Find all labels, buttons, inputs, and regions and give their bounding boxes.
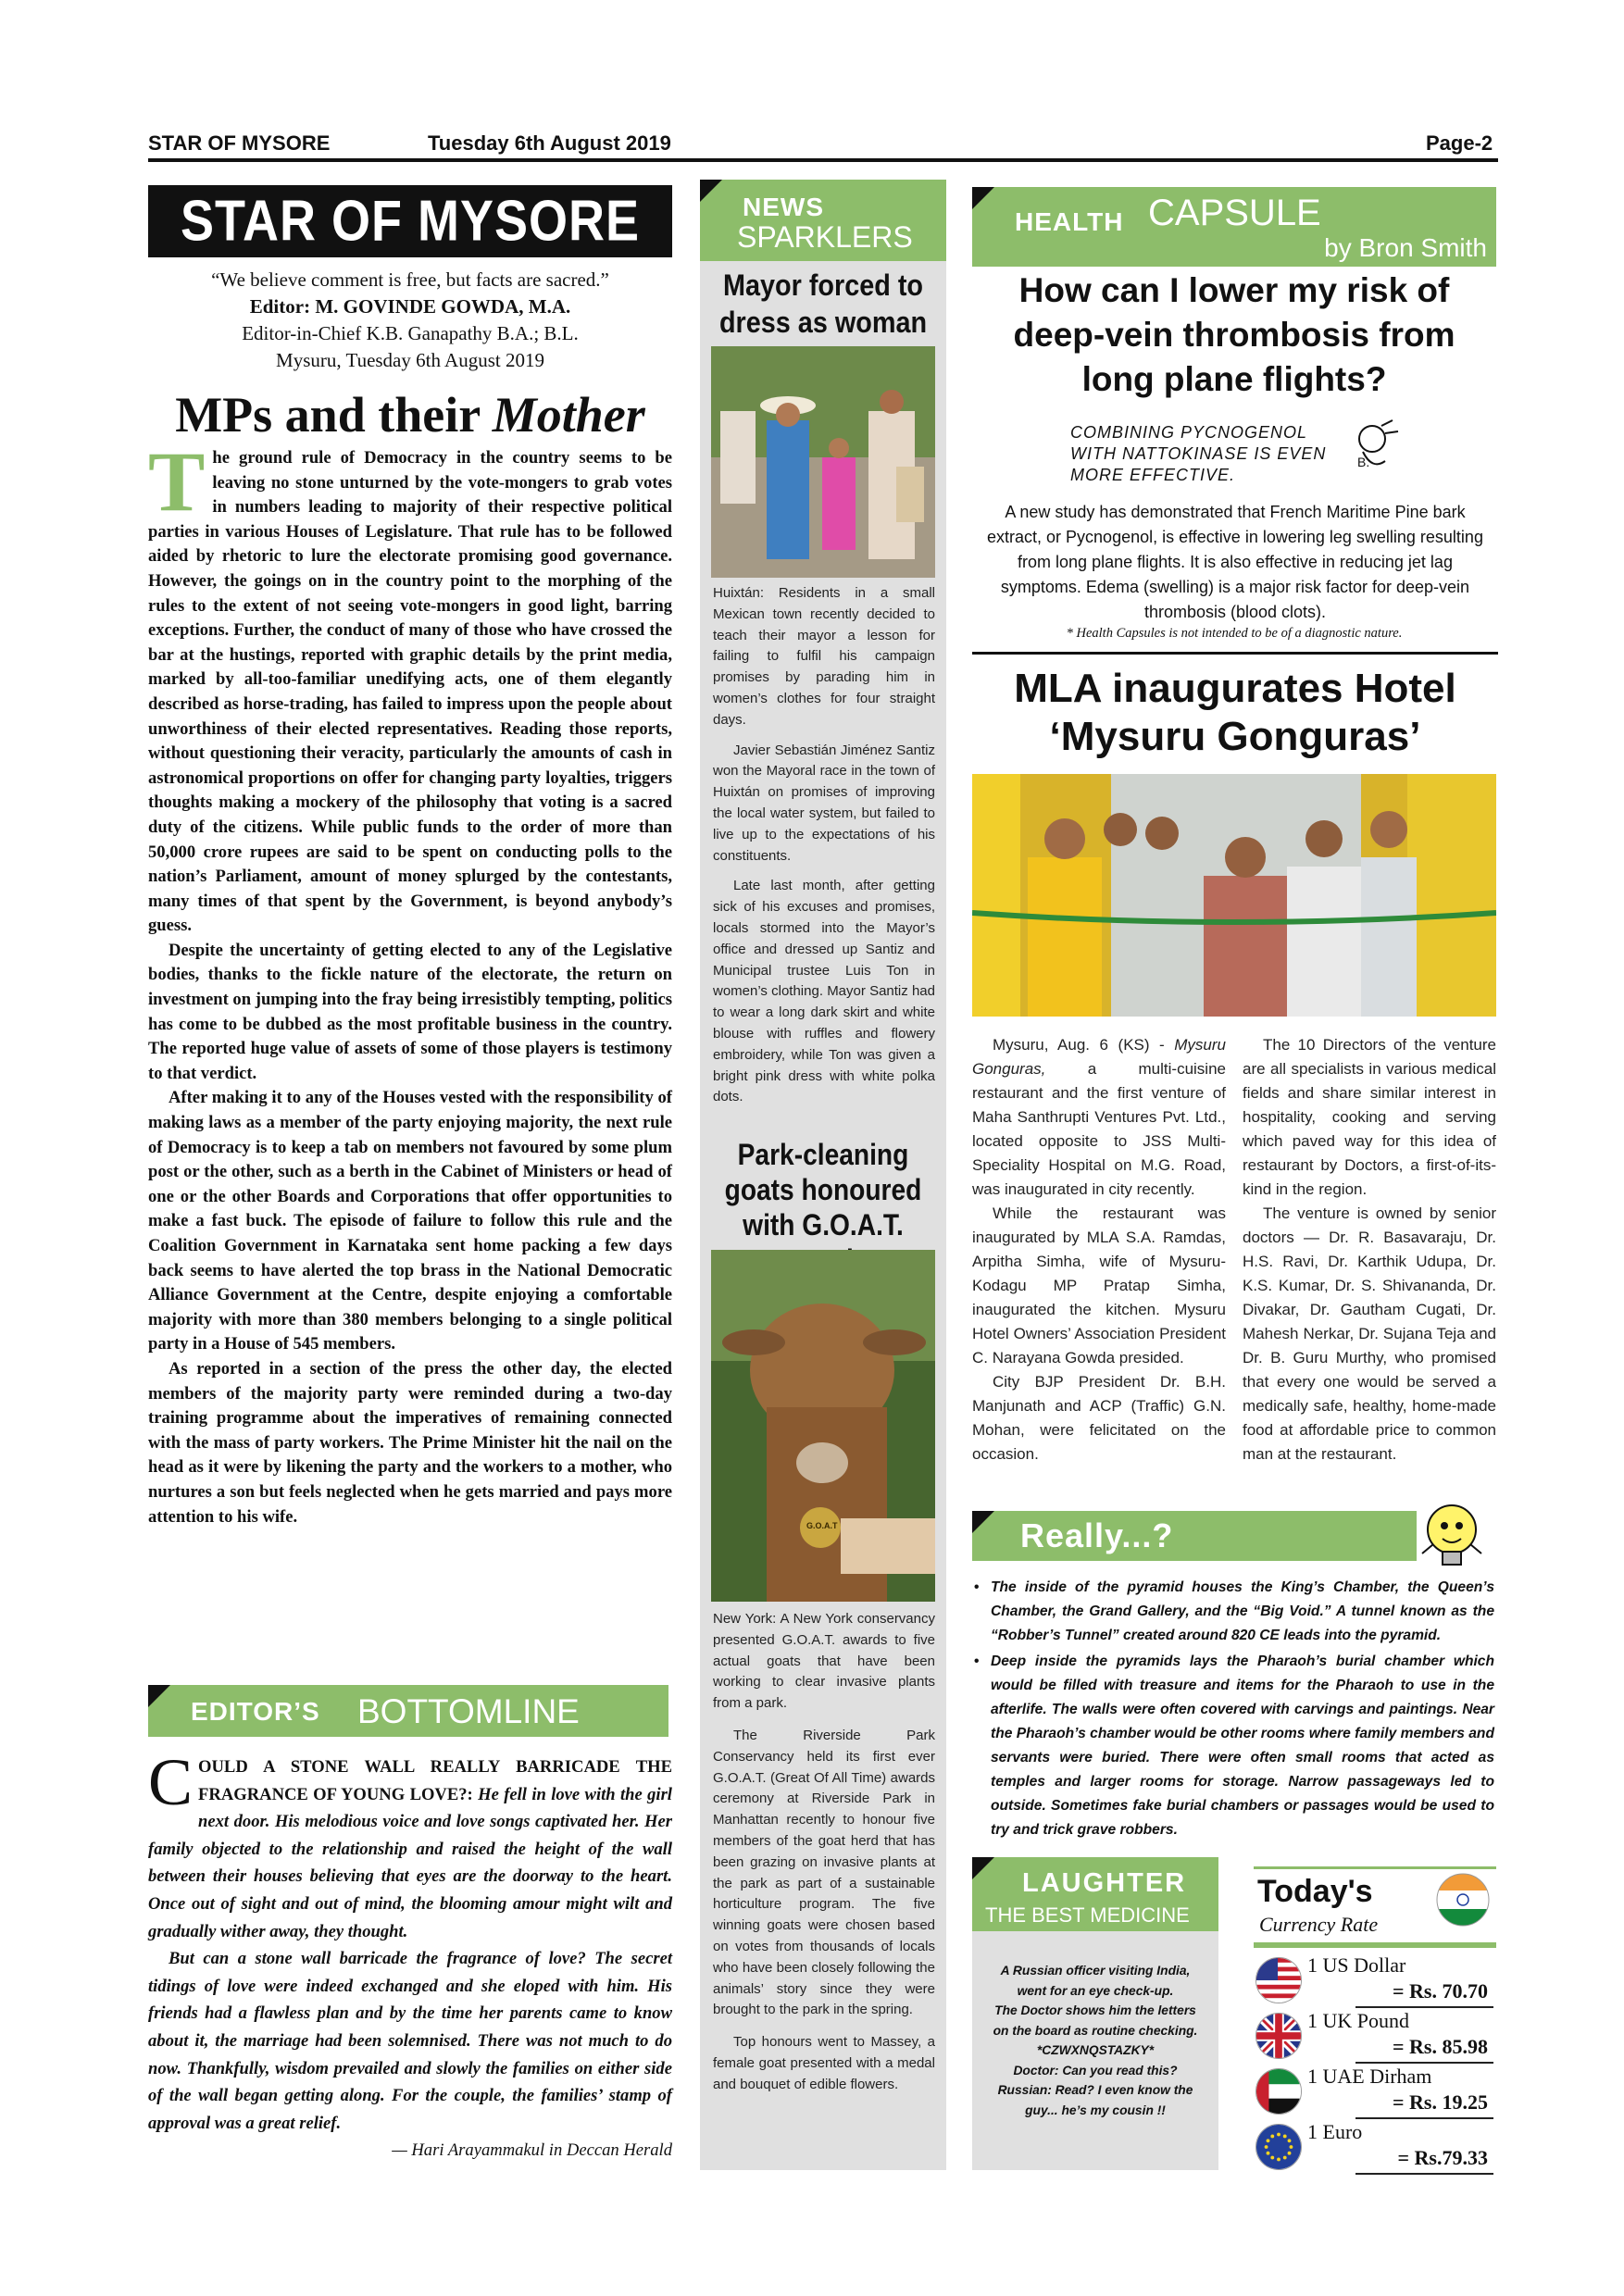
lightbulb-mascot-icon: [1415, 1498, 1489, 1576]
hotel-paragraph: The venture is owned by senior doctors — Dr. R. Basavaraju, Dr. H.S. Ravi, Dr. Karthik Udupa, Dr. K.S. Kumar, Dr. S. Shivananda, Dr. Divakar, Dr. Gautham Cugati, Dr. Mahesh Nerkar, Dr. Sujana Teja and Dr. B. Guru Murthy, who promised that every one would be served a medically safe, healthy, home-made food at affordable price to common man at the restaurant.: [1243, 1204, 1496, 1463]
really-item: [974, 1576, 1494, 1648]
health-body: A new study has demonstrated that French Maritime Pine bark extract, or Pycnogenol, is effective in lowering leg swelling resulting from long plane flights. It is also effective in reducing jet lag symptoms. Edema (swelling) is a major risk factor for deep-vein thrombosis (blood clots).: [987, 503, 1483, 621]
news-paragraph: Top honours went to Massey, a female goat presented with a medal and bouquet of edible flowers.: [713, 2034, 935, 2092]
hotel-col-2: [1243, 1033, 1496, 1466]
rates-title: Today's: [1257, 1874, 1373, 1909]
hotel-paragraph: The 10 Directors of the venture are all specialists in various medical fields and share similar interest in hospitality, cooking and serving which paved way for this idea of restaurant by Doctors, a first-of-its-kind in the region.: [1243, 1036, 1496, 1198]
editorial-body: [148, 434, 672, 1529]
editorial-paragraph: [148, 434, 672, 939]
health-handwriting: COMBINING PYCNOGENOL WITH NATTOKINASE IS EVEN MORE EFFECTIVE.: [1070, 423, 1327, 484]
rate-row-aed: [1254, 2063, 1493, 2116]
joke-line: guy... he’s my cousin !!: [1025, 2103, 1166, 2117]
news-story-1: [713, 583, 935, 1108]
bottomline-banner: [148, 1685, 668, 1737]
masthead-dateline: Mysuru, Tuesday 6th August 2019: [276, 349, 544, 371]
bottomline-banner-corner: [148, 1685, 170, 1707]
rates-subtitle: Currency Rate: [1259, 1913, 1379, 1936]
health-cartoon-icon: [1344, 415, 1404, 474]
news-label: [700, 180, 946, 261]
rates-box: [1254, 1866, 1496, 2172]
goat-photo-art: [711, 1250, 935, 1602]
masthead-logo-box: [148, 185, 672, 257]
us-flag-icon: [1255, 1957, 1302, 2003]
joke-line: *CZWXNQSTAZKY*: [1036, 2043, 1155, 2057]
hotel-paragraph: [972, 1033, 1226, 1202]
really-item: [974, 1650, 1494, 1842]
health-banner: [972, 187, 1496, 267]
laughter-label-bottom: THE BEST MEDICINE: [985, 1903, 1190, 1927]
rate-label: 1 US Dollar: [1307, 1953, 1406, 1977]
masthead-editor: Editor: M. GOVINDE GOWDA, M.A.: [249, 295, 571, 318]
editorial-title: [148, 387, 672, 443]
uk-flag-icon: [1255, 2013, 1302, 2059]
bottomline-paragraph: But can a stone wall barricade the fragrance of love? The secret tidings of love were indeed exchanged and she eloped with him. His friends had a flawless plan and by the time her parents came to know about it, the marriage had been solemnised. There was not much to do now. Thankfully, wisdom prevailed and slowly the families on either side of the wall began getting along. For the couple, the families’ stamp of approval was a great relief.: [148, 1949, 672, 2133]
masthead-info: [148, 267, 672, 374]
masthead-chief: Editor-in-Chief K.B. Ganapathy B.A.; B.L.: [242, 322, 579, 344]
health-banner-corner: [972, 187, 994, 209]
really-item-text: Deep inside the pyramids lays the Pharaoh’s burial chamber which would be filled with treasure and items for the Pharaoh to use in the afterlife. The walls were often covered with carvings and paintings. Near the Pharaoh’s chamber would be other rooms where family members and servants were buried. There were often small rooms that acted as temples and larger rooms for storage. Narrow passageways led to outside. Sometimes fake burial chambers or passages would be used to try and trick grave robbers.: [991, 1653, 1494, 1838]
bottomline-credit: — Hari Arayammakul in Deccan Herald: [392, 2140, 672, 2161]
laughter-joke: [978, 1961, 1213, 2120]
rates-divider: [1254, 1942, 1496, 1948]
editorial-paragraph: As reported in a section of the press the other day, the elected members of the majority party were reminded during a two-day training programme about the imperatives of remaining connected with the mass of party workers. The Prime Minister hit the nail on the head as it were by likening the party and the workers to a mother, who nurtures a son but feels neglected when he gets married and pays more attention to his wife.: [148, 1358, 672, 1527]
bottomline-heading-light: BOTTOMLINE: [357, 1692, 580, 1730]
news-paragraph: Late last month, after getting sick of his excuses and promises, locals stormed into the Mayor’s office and dressed up Santiz and Municipal trustee Luis Ton in women’s clothing. Mayor Santiz had to wear a long dark skirt and white blouse with ruffles and flowery embroidery, while Ton was given a bright pink dress with white polka dots.: [713, 878, 935, 1105]
goat-photo: [711, 1250, 935, 1602]
editorial-paragraph: After making it to any of the Houses vested with the responsibility of making laws as a member of the party enjoying majority, the next rule of Democracy is to keep a tab on members not favoured by some plum post or the other, such as a berth in the Cabinet of Ministers or head of one or the other Boards and Corporations that offer opportunities to make a fast buck. The episode of failure to follow this rule and the Coalition Government in Karnataka sent home packing a few days back seems to have alerted the top brass in the National Democratic Alliance Government at the Centre, despite enjoying a comfortable majority with more than 380 members belonging to a single political party in a House of 545 members.: [148, 1088, 672, 1354]
really-item-text: The inside of the pyramid houses the King’s Chamber, the Queen’s Chamber, the Grand Gallery, and the “Big Void.” A tunnel known as the “Robber’s Tunnel” created around 820 CE leads into the pyramid.: [991, 1579, 1494, 1643]
health-label-bold: HEALTH: [1015, 207, 1124, 236]
header-paper-name: STAR OF MYSORE: [148, 131, 331, 155]
rate-row-usd: [1254, 1952, 1493, 2005]
hotel-paragraph: City BJP President Dr. B.H. Manjunath and ACP (Traffic) G.N. Mohan, were felicitated on the occasion.: [972, 1373, 1226, 1463]
joke-line: Russian: Read? I even know the: [997, 2083, 1193, 2097]
news-headline-2: Park-cleaning goats honoured with G.O.A.T.: [724, 1138, 922, 1242]
laughter-label-corner: [972, 1857, 994, 1879]
really-label: Really...?: [1020, 1516, 1174, 1554]
rate-row-gbp: [1254, 2007, 1493, 2061]
joke-line: Doctor: Can you read this?: [1013, 2063, 1178, 2078]
rate-value: = Rs. 85.98: [1393, 2035, 1488, 2058]
bullet-icon: •: [974, 1579, 980, 1595]
rate-label: 1 UAE Dirham: [1307, 2065, 1432, 2088]
news-paragraph: The Riverside Park Conservancy held its first ever G.O.A.T. (Great Of All Time) awards ceremony at Riverside Park in Manhattan recently to honour five members of the goat herd that has been grazing on invasive plants at the park as part of a sustainable horticulture program. The five winning goats were chosen based on votes from thousands of locals who have been closely following the animals’ story since they were brought to the park in the spring.: [713, 1727, 935, 2018]
mayor-photo: [711, 346, 935, 578]
bottomline-paragraph: [148, 1745, 672, 1945]
really-banner-corner: [972, 1511, 994, 1533]
laughter-label-top: LAUGHTER: [1022, 1868, 1187, 1898]
news-paragraph: Huixtán: Residents in a small Mexican town recently decided to teach their mayor a lesson for failing to fulfil his campaign promises by parading him in women’s clothes for four straight days.: [713, 585, 935, 728]
editorial-p1-text: he ground rule of Democracy in the country seems to be leaving no stone unturned by the vote-mongers to grab votes in numbers leading to majority of their respective political parties in various Houses of Legislature. That rule has to be followed aided by rhetoric to lure the electorate promising good governance. However, the goings on in the country point to the morphing of the rules to the extent of not seeing vote-mongers in good light, barring exceptions. Further, the conduct of many of those who have crossed the bar at the hustings, reported with graphic details by the print media, marked by all-too-familiar unedifying acts, one of them elegantly described as horse-trading, has failed to impress upon the people about unworthiness of their elected representatives. Reading those reports, without questioning their veracity, particularly the amounts of cash in astronomical proportions on offer for changing party loyalties, triggers thoughts making a mockery of the philosophy that voting is a sacred duty of the citizens. While public funds to the order of more than 50,000 crore rupees are said to be spent on conducting polls to the nation’s Parliament, amount of money splurged by the contestants, many times of that spent by the Government, is beyond anybody’s guess.: [148, 448, 672, 936]
bottomline-body: [148, 1745, 672, 2165]
rate-rule: [1355, 2173, 1493, 2175]
eu-flag-icon: [1255, 2124, 1302, 2170]
news-label-top: NEWS: [743, 193, 824, 221]
health-rule: [972, 652, 1498, 655]
rates-top-rule: [1254, 1866, 1496, 1869]
rate-row-eur: [1254, 2118, 1493, 2172]
news-story-2: [713, 1609, 935, 2096]
mayor-photo-art: [711, 346, 935, 578]
rate-label: 1 Euro: [1307, 2120, 1363, 2143]
masthead-motto: “We believe comment is free, but facts are sacred.”: [211, 268, 609, 291]
health-headline: How can I lower my risk of deep-vein thrombosis from long plane flights?: [1013, 271, 1455, 398]
hotel-name-italic: Mysuru Gonguras,: [972, 1036, 1226, 1078]
health-note: * Health Capsules is not intended to be of a diagnostic nature.: [1066, 626, 1403, 641]
news-paragraph: Javier Sebastián Jiménez Santiz won the Mayoral race in the town of Huixtán on promises of improving the local water system, but failed to live up to the expectations of his constituents.: [713, 742, 935, 864]
editorial-paragraph: Despite the uncertainty of getting elected to any of the Legislative bodies, thanks to the fickle nature of the electorate, the return on investment on jumping into the fray being irresistibly tempting, politics has come to be dubbed as the most profitable business in the country. The reported huge value of assets of some of those players is testimony to that verdict.: [148, 940, 672, 1083]
really-list: [974, 1576, 1494, 1842]
joke-line: on the board as routine checking.: [993, 2023, 1198, 2038]
editorial-drop-cap: T: [148, 434, 206, 529]
hotel-paragraph: While the restaurant was inaugurated by MLA S.A. Ramdas, Arpitha Simha, wife of Mysuru-Kodagu MP Pratap Simha, inaugurated the kitchen. Mysuru Hotel Owners’ Association President C. Narayana Gowda presided.: [972, 1204, 1226, 1366]
joke-line: A Russian officer visiting India,: [1000, 1964, 1191, 1978]
editorial-title-italic: Mother: [492, 387, 645, 443]
hotel-headline: MLA inaugurates Hotel ‘Mysuru Gonguras’: [1014, 666, 1456, 759]
news-headline-1: Mayor forced to dress as woman: [718, 268, 928, 339]
news-label-corner: [700, 180, 722, 202]
laughter-label: [972, 1857, 1218, 1931]
hotel-col-1: [972, 1033, 1226, 1466]
rate-value: = Rs. 70.70: [1393, 1979, 1488, 2003]
bottomline-heading-bold: EDITOR’S: [191, 1697, 320, 1726]
header-date: Tuesday 6th August 2019: [428, 131, 671, 155]
hotel-dateline: Mysuru, Aug. 6 (KS) -: [993, 1036, 1175, 1054]
masthead-logo: STAR OF MYSORE: [180, 189, 641, 254]
bottomline-p1-text: He fell in love with the girl next door. His melodious voice and love songs captivated her. Her family objected to the relationship and raised the height of the wall between their houses believing that eyes are the doorway to the heart. Once out of sight and out of mind, the blooming amour might wilt and gradually wither away, they thought.: [148, 1784, 672, 1941]
hotel-photo: [972, 774, 1496, 1017]
uae-flag-icon: [1255, 2068, 1302, 2115]
hotel-p1-text: a multi-cuisine restaurant and the first venture of Maha Santhrupti Ventures Pvt. Ltd., located opposite to JSS Multi-Speciality Hospital on M.G. Road, was inaugurated in city recently.: [972, 1060, 1226, 1198]
rate-value: = Rs.79.33: [1397, 2146, 1488, 2169]
india-flag-icon: [1435, 1872, 1491, 1928]
news-label-bottom: SPARKLERS: [737, 220, 913, 254]
news-paragraph: New York: A New York conservancy presented G.O.A.T. awards to five actual goats that have been working to clear invasive plants from a park.: [713, 1611, 935, 1712]
header-rule: [148, 158, 1498, 162]
svg-text:B.: B.: [1357, 455, 1370, 469]
editorial-title-plain: MPs and their: [175, 387, 493, 443]
hotel-photo-art: [972, 774, 1496, 1017]
goat-medal-label: G.O.A.T: [806, 1521, 838, 1530]
health-label-light: CAPSULE: [1148, 193, 1321, 233]
bottomline-drop-cap: C: [148, 1745, 194, 1819]
rate-value: = Rs. 19.25: [1393, 2090, 1488, 2114]
joke-line: The Doctor shows him the letters: [994, 2003, 1196, 2017]
bullet-icon: •: [974, 1653, 980, 1669]
really-banner: [972, 1511, 1417, 1561]
rate-label: 1 UK Pound: [1307, 2009, 1410, 2032]
joke-line: went for an eye check-up.: [1017, 1983, 1174, 1998]
health-byline: by Bron Smith: [1324, 233, 1487, 262]
bottomline-lead: OULD A STONE WALL REALLY BARRICADE THE FRAGRANCE OF YOUNG LOVE?:: [198, 1757, 672, 1804]
header-page-number: Page-2: [1426, 131, 1493, 155]
